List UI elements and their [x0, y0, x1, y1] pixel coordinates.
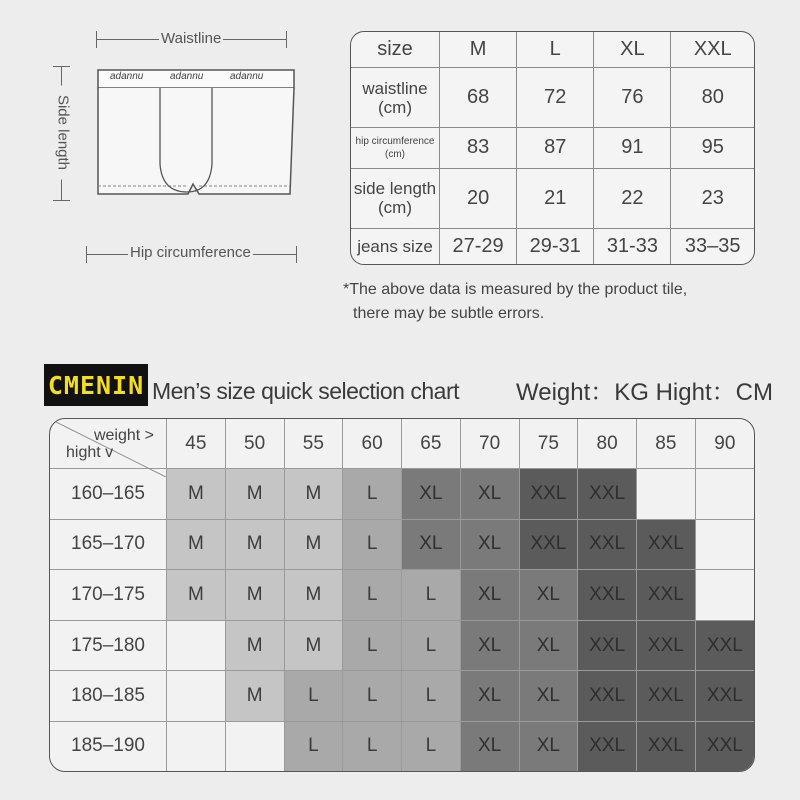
waistband-logo-2: adannu [170, 71, 204, 82]
boxer-briefs-illustration [90, 64, 300, 214]
note-line-1: *The above data is measured by the product tile, [343, 281, 688, 298]
corner-weight-label: weight > [93, 427, 154, 444]
waistline-label: Waistline [161, 30, 222, 47]
size-cell: M [284, 620, 343, 671]
corner-cell [50, 419, 167, 469]
size-cell: L [284, 721, 343, 771]
side-length-tick-bottom [53, 200, 70, 201]
size-cell: M [167, 570, 226, 621]
size-measurement-table [350, 31, 755, 265]
table-cell: 80 [671, 68, 754, 128]
size-header: size [351, 32, 440, 68]
size-cell: M [225, 570, 284, 621]
size-table-row [351, 68, 754, 128]
size-cell: M [225, 620, 284, 671]
table-cell: 21 [517, 169, 594, 229]
measurement-note [343, 278, 687, 326]
row-label-waistline: waistline (cm) [351, 68, 440, 128]
size-cell: M [225, 519, 284, 570]
row-label-jeans-size: jeans size [351, 228, 440, 264]
height-row [50, 620, 754, 671]
size-table-row [351, 127, 754, 168]
hip-tick-left [86, 246, 87, 263]
size-cell [167, 620, 226, 671]
weight-header-cell: 60 [343, 419, 402, 469]
size-cell: L [343, 671, 402, 722]
size-cell: XXL [578, 671, 637, 722]
units-label: Weight：KG Hight：CM [516, 379, 773, 406]
size-header-XL: XL [594, 32, 671, 68]
weight-header-row [50, 419, 754, 469]
size-cell: XL [519, 620, 578, 671]
size-cell: L [402, 721, 461, 771]
note-line-2: there may be subtle errors. [353, 305, 545, 322]
size-cell: XXL [578, 620, 637, 671]
hip-label: Hip circumference [130, 244, 251, 261]
size-cell: M [284, 570, 343, 621]
size-cell: L [343, 519, 402, 570]
size-cell [225, 721, 284, 771]
size-cell: M [167, 519, 226, 570]
row-label-side-length: side length (cm) [351, 169, 440, 229]
weight-header-cell: 70 [460, 419, 519, 469]
size-cell: L [343, 721, 402, 771]
hip-tick-right [296, 246, 297, 263]
size-cell: M [225, 469, 284, 520]
weight-header-cell: 50 [225, 419, 284, 469]
size-cell: L [402, 671, 461, 722]
waistline-tick-right [286, 31, 287, 48]
table-cell: 22 [594, 169, 671, 229]
size-cell [695, 570, 754, 621]
row-label-hip: hip circumference (cm) [351, 127, 440, 168]
size-header-XXL: XXL [671, 32, 754, 68]
waistline-tick-left [96, 31, 97, 48]
size-cell: XXL [519, 469, 578, 520]
size-cell [695, 469, 754, 520]
size-cell: L [284, 671, 343, 722]
size-cell: XXL [695, 721, 754, 771]
table-cell: 27-29 [440, 228, 517, 264]
weight-header-cell: 45 [167, 419, 226, 469]
height-label-cell: 160–165 [50, 469, 167, 520]
size-cell: XL [460, 721, 519, 771]
size-cell [695, 519, 754, 570]
size-cell: L [343, 620, 402, 671]
table-cell: 31-33 [594, 228, 671, 264]
size-table-row [351, 228, 754, 264]
table-cell: 33–35 [671, 228, 754, 264]
weight-header-cell: 65 [402, 419, 461, 469]
size-table-header-row [351, 32, 754, 68]
side-length-label: Side length [55, 86, 72, 180]
height-row [50, 671, 754, 722]
weight-header-cell: 85 [637, 419, 696, 469]
waistband-logo-1: adannu [110, 71, 144, 82]
size-cell: XXL [578, 721, 637, 771]
size-cell: XL [402, 469, 461, 520]
table-cell: 23 [671, 169, 754, 229]
table-cell: 95 [671, 127, 754, 168]
size-cell: XL [460, 620, 519, 671]
size-cell: XXL [695, 620, 754, 671]
weight-header-cell: 75 [519, 419, 578, 469]
height-label-cell: 180–185 [50, 671, 167, 722]
table-cell: 29-31 [517, 228, 594, 264]
size-cell [167, 671, 226, 722]
size-cell: XL [519, 570, 578, 621]
size-header-M: M [440, 32, 517, 68]
height-label-cell: 185–190 [50, 721, 167, 771]
size-cell [637, 469, 696, 520]
quick-selection-table [50, 419, 754, 771]
size-cell: XL [460, 671, 519, 722]
size-cell: XXL [578, 570, 637, 621]
weight-header-cell: 80 [578, 419, 637, 469]
waistband-logo-3: adannu [230, 71, 264, 82]
size-cell: L [343, 469, 402, 520]
height-label-cell: 165–170 [50, 519, 167, 570]
size-cell: XXL [519, 519, 578, 570]
size-cell: M [167, 469, 226, 520]
quick-chart-title: Men’s size quick selection chart [152, 378, 459, 404]
height-label-cell: 170–175 [50, 570, 167, 621]
table-cell: 83 [440, 127, 517, 168]
height-row [50, 721, 754, 771]
side-length-tick-top [53, 66, 70, 67]
size-cell: XXL [637, 671, 696, 722]
size-cell: XXL [637, 519, 696, 570]
size-header-L: L [517, 32, 594, 68]
size-cell: XL [460, 519, 519, 570]
size-cell: XXL [637, 570, 696, 621]
size-cell: XL [519, 721, 578, 771]
size-cell: XXL [578, 469, 637, 520]
brand-logo: CMENIN [44, 364, 148, 406]
table-cell: 91 [594, 127, 671, 168]
size-cell: XXL [578, 519, 637, 570]
size-cell: M [284, 469, 343, 520]
table-cell: 72 [517, 68, 594, 128]
size-cell: XL [460, 570, 519, 621]
weight-header-cell: 90 [695, 419, 754, 469]
size-cell: L [343, 570, 402, 621]
corner-height-label: hight v [66, 444, 114, 461]
quick-selection-chart [49, 418, 755, 772]
table-cell: 76 [594, 68, 671, 128]
height-label-cell: 175–180 [50, 620, 167, 671]
table-cell: 68 [440, 68, 517, 128]
table-cell: 87 [517, 127, 594, 168]
size-cell: M [284, 519, 343, 570]
weight-header-cell: 55 [284, 419, 343, 469]
size-cell: XXL [637, 620, 696, 671]
size-cell: M [225, 671, 284, 722]
size-cell: XXL [695, 671, 754, 722]
size-cell: XL [402, 519, 461, 570]
size-cell: L [402, 570, 461, 621]
size-cell: XL [460, 469, 519, 520]
size-cell: XXL [637, 721, 696, 771]
size-cell: L [402, 620, 461, 671]
size-table-row [351, 169, 754, 229]
size-cell: XL [519, 671, 578, 722]
height-row [50, 570, 754, 621]
height-row [50, 519, 754, 570]
table-cell: 20 [440, 169, 517, 229]
size-cell [167, 721, 226, 771]
